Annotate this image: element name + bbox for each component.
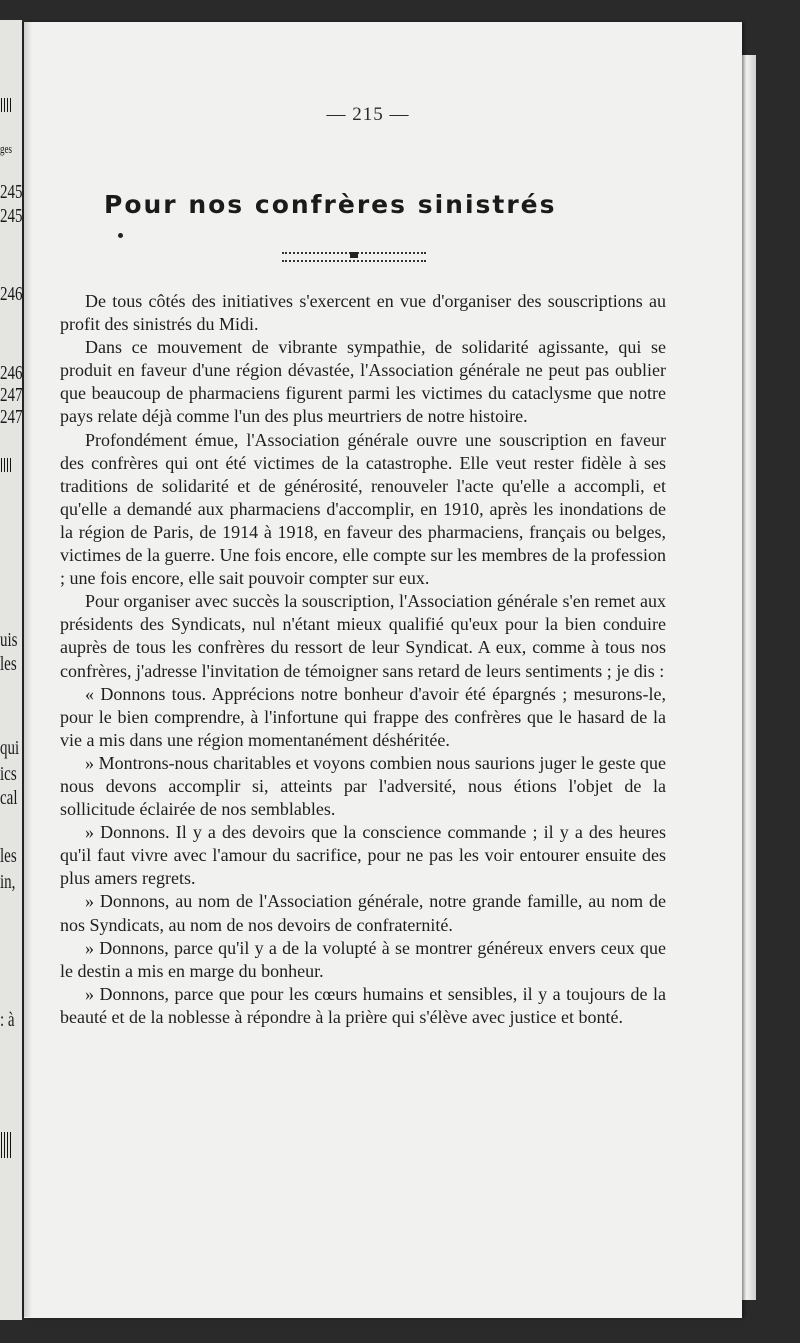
gutter-shadow	[22, 22, 32, 1317]
margin-fragment: les	[0, 654, 17, 676]
quote-mark: »	[85, 983, 94, 1004]
margin-fragment: 245	[0, 206, 22, 228]
paragraph-text: Donnons, parce que pour les cœurs humains et sensibles, il y a toujours de la beauté et de la noblesse à répondre à la prière qui s'élève avec justice et bonté.	[60, 983, 667, 1027]
margin-fragment: 246	[0, 284, 22, 306]
margin-barcode-mark	[1, 1132, 13, 1158]
page-number: — 215 —	[326, 104, 410, 125]
paragraph: Pour organiser avec succès la souscription, l'Association générale s'en remet aux présidents des Syndicats, nul n'étant mieux qualifié qu'eux pour la bien conduire auprès de tous les confrères du ressort de leur Syndicat. A eux, comme à tous nos confrères, j'adresse l'invitation de témoigner sans retard de leurs sentiments ; je dis :	[60, 591, 666, 681]
paragraph: De tous côtés des initiatives s'exercent en vue d'organiser des souscriptions au profit des sinistrés du Midi.	[60, 291, 666, 335]
margin-fragment: 247	[0, 385, 22, 407]
margin-fragment: ges	[0, 142, 12, 156]
quote-mark: »	[85, 752, 94, 773]
quoted-paragraph	[60, 821, 666, 890]
margin-fragment: : à	[0, 1010, 15, 1032]
quote-mark: »	[85, 937, 94, 958]
margin-fragment: ics	[0, 764, 17, 786]
margin-fragment: in,	[0, 872, 16, 894]
stray-dot-mark	[118, 233, 123, 238]
paragraph-text: Donnons. Il y a des devoirs que la conscience commande ; il y a des heures qu'il faut vivre avec l'amour du sacrifice, pour ne pas les voir entourer ensuite des plus amers regrets.	[60, 822, 666, 889]
paragraph-text: Donnons tous. Apprécions notre bonheur d'avoir été épargnés ; mesurons-le, pour le bien comprendre, à l'infortune qui frappe des confrères que le hasard de la vie a mis dans une région momentanément déshéritée.	[60, 683, 667, 750]
margin-fragment: 245	[0, 182, 22, 204]
paragraph-text: Donnons, au nom de l'Association générale, notre grande famille, au nom de nos Syndicats, au nom de nos devoirs de confraternité.	[60, 891, 666, 935]
quote-mark: »	[85, 822, 94, 843]
quoted-paragraph	[60, 937, 666, 983]
paragraph-text: Donnons, parce qu'il y a de la volupté à se montrer généreux envers ceux que le destin a mis en marge du bonheur.	[60, 937, 666, 981]
margin-fragment: 247	[0, 407, 22, 429]
page-edge	[740, 55, 756, 1300]
margin-barcode-mark	[1, 98, 13, 112]
margin-barcode-mark	[1, 458, 13, 472]
quote-mark: «	[85, 683, 94, 704]
quoted-paragraph	[60, 752, 666, 821]
quoted-paragraph	[60, 683, 666, 752]
quote-mark: »	[85, 891, 94, 912]
document-page	[24, 22, 742, 1318]
paragraph: Dans ce mouvement de vibrante sympathie, de solidarité agissante, qui se produit en faveur d'une région dévastée, l'Association générale ne peut pas oublier que beaucoup de pharmaciens figurent parmi les victimes du cataclysme que notre pays relate déjà comme l'un des plus meurtriers de notre histoire.	[60, 337, 666, 427]
adjacent-page-strip	[0, 20, 22, 1320]
margin-fragment: uis	[0, 630, 18, 652]
margin-fragment: qui	[0, 738, 20, 760]
quoted-paragraph	[60, 890, 666, 936]
title-ornament-rule	[282, 252, 426, 262]
margin-fragment: cal	[0, 788, 18, 810]
page-title: Pour nos confrères sinistrés	[104, 190, 557, 219]
quoted-paragraph	[60, 983, 666, 1029]
margin-fragment: les	[0, 846, 17, 868]
paragraph: Profondément émue, l'Association générale ouvre une souscription en faveur des confrères qui ont été victimes de la catastrophe. Elle veut rester fidèle à ses traditions de solidarité et de générosité, renouveler l'acte qu'elle a accompli, et qu'elle a demandé aux pharmaciens d'accomplir, en 1910, après les inondations de la région de Paris, de 1914 à 1918, en faveur des pharmaciens, français ou belges, victimes de la guerre. Une fois encore, elle compte sur les membres de la profession ; une fois encore, elle sait pouvoir compter sur eux.	[60, 429, 666, 589]
paragraph-text: Montrons-nous charitables et voyons combien nous saurions juger le geste que nous devons accomplir si, atteints par l'adversité, nous étions l'objet de la sollicitude éclairée de nos semblables.	[60, 752, 667, 820]
article-body	[60, 290, 666, 1029]
margin-fragment: 246	[0, 363, 22, 385]
